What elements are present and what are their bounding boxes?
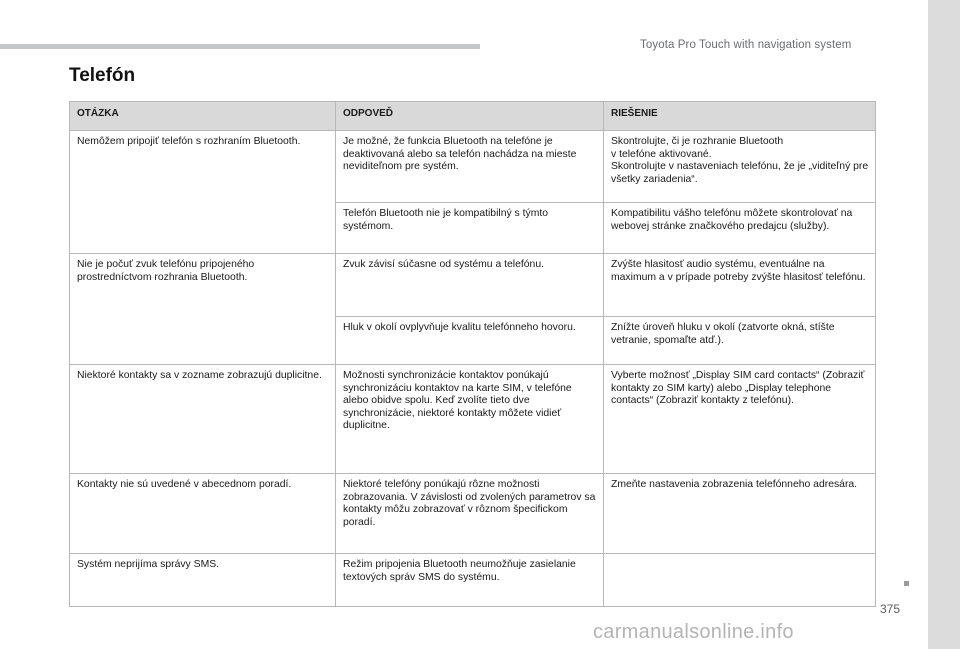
table-row (70, 365, 876, 474)
solution-cell (604, 554, 876, 607)
question-cell: Systém neprijíma správy SMS. (70, 554, 336, 607)
page-edge-band (928, 0, 960, 649)
page-number: 375 (880, 602, 901, 616)
watermark: carmanualsonline.info (593, 621, 794, 643)
question-cell: Niektoré kontakty sa v zozname zobrazujú duplicitne. (70, 365, 336, 474)
question-cell: Nemôžem pripojiť telefón s rozhraním Bluetooth. (70, 131, 336, 254)
answer-cell: Telefón Bluetooth nie je kompatibilný s týmto systémom. (336, 203, 604, 254)
table-row (70, 554, 876, 607)
answer-cell: Niektoré telefóny ponúkajú rôzne možnosti zobrazovania. V závislosti od zvolených parametrov sa kontakty môžu zobrazovať v rôznom špecifickom poradí. (336, 474, 604, 554)
answer-cell: Zvuk závisí súčasne od systému a telefónu. (336, 254, 604, 317)
column-header-solution: RIEŠENIE (604, 102, 876, 131)
solution-cell: Zvýšte hlasitosť audio systému, eventuálne na maximum a v prípade potreby zvýšte hlasitosť telefónu. (604, 254, 876, 317)
column-header-answer: ODPOVEĎ (336, 102, 604, 131)
table-header-row (70, 102, 876, 131)
page-marker (904, 581, 909, 586)
troubleshooting-table (69, 101, 876, 607)
question-cell: Nie je počuť zvuk telefónu pripojeného prostredníctvom rozhrania Bluetooth. (70, 254, 336, 365)
table-row (70, 474, 876, 554)
answer-cell: Režim pripojenia Bluetooth neumožňuje zasielanie textových správ SMS do systému. (336, 554, 604, 607)
header-rule (0, 44, 480, 49)
solution-cell: Kompatibilitu vášho telefónu môžete skontrolovať na webovej stránke značkového predajcu (služby). (604, 203, 876, 254)
solution-cell: Skontrolujte, či je rozhranie Bluetooth v telefóne aktivované. Skontrolujte v nastaveniach telefónu, že je „viditeľný pre všetky zariadenia“. (604, 131, 876, 203)
answer-cell: Je možné, že funkcia Bluetooth na telefóne je deaktivovaná alebo sa telefón nachádza na mieste neviditeľnom pre systém. (336, 131, 604, 203)
solution-cell: Znížte úroveň hluku v okolí (zatvorte okná, stíšte vetranie, spomaľte atď.). (604, 317, 876, 365)
running-title: Toyota Pro Touch with navigation system (640, 39, 852, 51)
solution-cell: Zmeňte nastavenia zobrazenia telefónneho adresára. (604, 474, 876, 554)
answer-cell: Hluk v okolí ovplyvňuje kvalitu telefónneho hovoru. (336, 317, 604, 365)
column-header-question: OTÁZKA (70, 102, 336, 131)
table-row (70, 254, 876, 317)
table-row (70, 131, 876, 203)
solution-cell: Vyberte možnosť „Display SIM card contacts“ (Zobraziť kontakty zo SIM karty) alebo „Display telephone contacts“ (Zobraziť kontakty z telefónu). (604, 365, 876, 474)
answer-cell: Možnosti synchronizácie kontaktov ponúkajú synchronizáciu kontaktov na karte SIM, v telefóne alebo obidve spolu. Keď zvolíte tieto dve synchronizácie, niektoré kontakty môžete vidieť duplicitne. (336, 365, 604, 474)
section-title: Telefón (69, 65, 136, 86)
question-cell: Kontakty nie sú uvedené v abecednom poradí. (70, 474, 336, 554)
